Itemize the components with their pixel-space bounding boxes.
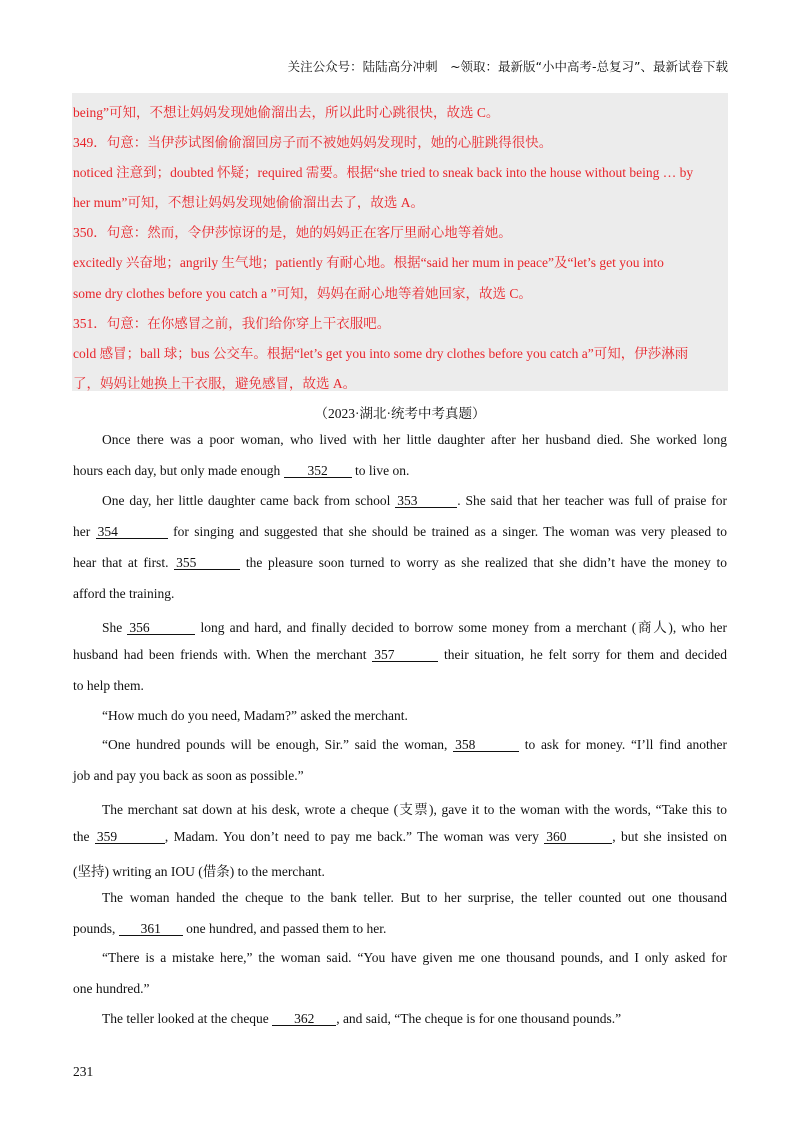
passage-line: She 356 long and hard, and finally decided to borrow some money from a merchant (商人), who her bbox=[102, 620, 728, 635]
answer-line: 350．句意：然而，令伊莎惊讶的是，她的妈妈正在客厅里耐心地等着她。 bbox=[73, 225, 512, 240]
blank-358[interactable]: 358 bbox=[453, 738, 519, 752]
blank-357[interactable]: 357 bbox=[372, 648, 438, 662]
answer-line: her mum”可知，不想让妈妈发现她偷偷溜出去了，故选 A。 bbox=[73, 195, 424, 210]
blank-361[interactable]: 361 bbox=[119, 922, 183, 936]
answer-line: 了，妈妈让她换上干衣服，避免感冒，故选 A。 bbox=[73, 376, 357, 391]
answer-line: cold 感冒；ball 球；bus 公交车。根据“let’s get you into some dry clothes before you catch a”可知，伊莎淋雨 bbox=[73, 346, 689, 361]
passage-line: job and pay you back as soon as possible.” bbox=[73, 768, 304, 783]
passage-line: “One hundred pounds will be enough, Sir.” said the woman, 358 to ask for money. “I’ll find another bbox=[102, 737, 728, 752]
answer-line: excitedly 兴奋地；angrily 生气地；patiently 有耐心地。根据“said her mum in peace”及“let’s get you into bbox=[73, 255, 664, 270]
passage-line: The woman handed the cheque to the bank teller. But to her surprise, the teller counted out one thousand bbox=[102, 890, 727, 905]
blank-352[interactable]: 352 bbox=[284, 464, 352, 478]
answer-line: noticed 注意到；doubted 怀疑；required 需要。根据“she tried to sneak back into the house without being … by bbox=[73, 165, 694, 180]
blank-355[interactable]: 355 bbox=[174, 556, 240, 570]
answer-line: 351．句意：在你感冒之前，我们给你穿上干衣服吧。 bbox=[73, 316, 391, 331]
passage-line: “There is a mistake here,” the woman said. “You have given me one thousand pounds, and I only asked for bbox=[102, 950, 727, 965]
answer-line: some dry clothes before you catch a ”可知，妈妈在耐心地等着她回家，故选 C。 bbox=[73, 286, 532, 301]
passage-line: pounds, 361 one hundred, and passed them to her. bbox=[73, 921, 387, 936]
answer-line: 349．句意：当伊莎试图偷偷溜回房子而不被她妈妈发现时，她的心脏跳得很快。 bbox=[73, 135, 553, 150]
passage-line: One day, her little daughter came back from school 353 . She said that her teacher was full of praise for bbox=[102, 493, 727, 508]
passage-line: The merchant sat down at his desk, wrote a cheque (支票), gave it to the woman with the words, “Take this to bbox=[102, 802, 727, 817]
passage-line: the 359 , Madam. You don’t need to pay me back.” The woman was very 360 , but she insisted on bbox=[73, 829, 727, 844]
passage-line: The teller looked at the cheque 362 , and said, “The cheque is for one thousand pounds.” bbox=[102, 1011, 622, 1026]
passage-line: husband had been friends with. When the merchant 357 their situation, he felt sorry for them and decided bbox=[73, 647, 727, 662]
blank-362[interactable]: 362 bbox=[272, 1012, 336, 1026]
passage-line: her 354 for singing and suggested that she should be trained as a singer. The woman was very pleased to bbox=[73, 524, 728, 539]
blank-356[interactable]: 356 bbox=[127, 621, 195, 635]
passage-line: hear that at first. 355 the pleasure soon turned to worry as she realized that she didn’t have the money to bbox=[73, 555, 728, 570]
passage-line: Once there was a poor woman, who lived with her little daughter after her husband died. She worked long bbox=[102, 432, 727, 447]
page-number: 231 bbox=[73, 1064, 94, 1079]
passage-line: “How much do you need, Madam?” asked the merchant. bbox=[102, 708, 408, 723]
exam-source: （2023·湖北·统考中考真题） bbox=[314, 406, 486, 421]
page-header: 关注公众号：陆陆高分冲刺 ~领取：最新版“小中高考-总复习”、最新试卷下载 bbox=[287, 59, 728, 74]
blank-353[interactable]: 353 bbox=[395, 494, 457, 508]
blank-359[interactable]: 359 bbox=[95, 830, 165, 844]
answer-line: being”可知，不想让妈妈发现她偷溜出去，所以此时心跳很快，故选 C。 bbox=[73, 105, 500, 120]
passage-line: hours each day, but only made enough 352 to live on. bbox=[73, 463, 410, 478]
passage-line: one hundred.” bbox=[73, 981, 150, 996]
passage-line: (坚持) writing an IOU (借条) to the merchant. bbox=[73, 864, 325, 879]
blank-360[interactable]: 360 bbox=[544, 830, 612, 844]
passage-line: afford the training. bbox=[73, 586, 175, 601]
passage-line: to help them. bbox=[73, 678, 144, 693]
blank-354[interactable]: 354 bbox=[96, 525, 168, 539]
